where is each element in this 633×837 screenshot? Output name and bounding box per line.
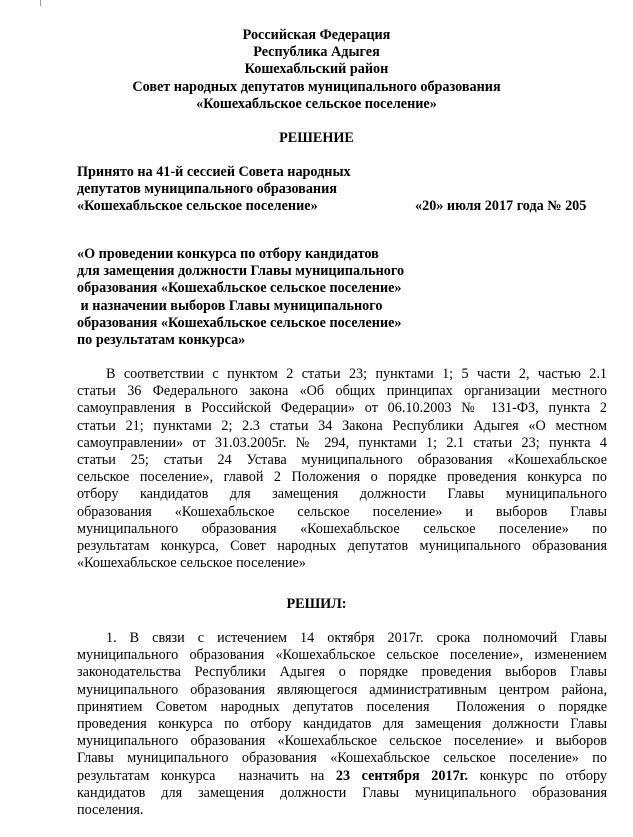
preamble-line: статьи 25; статьи 24 Устава муниципального образования «Кошехабльское (77, 451, 607, 468)
preamble-line: сельское поселение», главой 2 Положения о порядке проведения конкурса по (77, 469, 607, 486)
header-council: Совет народных депутатов муниципального образования (132, 78, 501, 95)
preamble-line: статьи 21; пунктами 2; 2.3 статьи 34 Закона Республики Адыгея «О местном (77, 417, 607, 434)
preamble-line: «Кошехабльское сельское поселение» (77, 555, 306, 572)
subject-line-3: образования «Кошехабльское сельское поселение» (77, 280, 402, 297)
item-line: муниципального образования являющегося административным центром района, (77, 681, 607, 698)
subject-line-2: для замещения должности Главы муниципального (77, 263, 405, 280)
preamble-line: образования «Кошехабльское сельское поселение» и выборов Главы (77, 503, 607, 520)
item-line: муниципального образования «Кошехабльское сельское поселение» и выборов (77, 733, 607, 750)
adoption-line-2: депутатов муниципального образования (77, 181, 337, 198)
header-settlement: «Кошехабльское сельское поселение» (196, 95, 437, 112)
item-line: Главы муниципального образования «Кошехабльское сельское поселение» по (77, 750, 607, 767)
subject-line-5: образования «Кошехабльское сельское поселение» (77, 314, 402, 331)
preamble-line: статьи 36 Федерального закона «Об общих принципах организации местного (77, 383, 607, 400)
item-line-with-date (77, 768, 607, 785)
adoption-block (77, 164, 617, 216)
header-country: Российская Федерация (242, 27, 391, 43)
preamble-line: отбору кандидатов для замещения должности Главы муниципального (77, 486, 607, 503)
subject-line-6: по результатам конкурса» (77, 332, 246, 349)
header-district: Кошехабльский район (244, 61, 389, 78)
item-text: конкурс по отбору (468, 767, 607, 784)
decided-heading: РЕШИЛ: (286, 596, 347, 612)
decision-subject (77, 246, 477, 349)
subject-line-1: «О проведении конкурса по отбору кандидатов (77, 246, 379, 262)
item-line: принятием Советом народных депутатов поселения Положения о порядке (77, 698, 607, 715)
item-line: кандидатов для замещения должности Главы муниципального образования (77, 784, 607, 801)
item-line: поселения. (77, 801, 144, 818)
subject-line-4: и назначении выборов Главы муниципального (77, 297, 383, 314)
preamble-line: результатам конкурса, Совет народных депутатов муниципального образования (77, 537, 607, 554)
item-line: проведения конкурса по отбору кандидатов для замещения должности Главы (77, 715, 607, 732)
header-republic: Республика Адыгея (253, 44, 380, 61)
decision-item-1 (77, 630, 607, 819)
preamble-paragraph (77, 366, 607, 572)
preamble-line: самоуправления в Российской Федерации» от 06.10.2003 № 131-ФЗ, пункта 2 (77, 400, 607, 417)
item-line: 1. В связи с истечением 14 октября 2017г. срока полномочий Главы (106, 630, 607, 646)
adoption-line-1: Принято на 41-й сессией Совета народных (77, 164, 351, 180)
document-header (0, 27, 633, 113)
item-line: законодательства Республики Адыгея о порядке проведения выборов Главы (77, 664, 607, 681)
item-line: муниципального образования «Кошехабльское сельское поселение», изменением (77, 647, 607, 664)
decision-date-number: «20» июля 2017 года № 205 (415, 198, 587, 215)
preamble-line: самоуправлении» от 31.03.2005г. № 294, пунктами 1; 2.1 статьи 23; пункта 4 (77, 434, 607, 451)
item-text: результатам конкурса назначить на (77, 767, 336, 784)
adoption-settlement: «Кошехабльское сельское поселение» (77, 198, 318, 215)
contest-date: 23 сентября 2017г. (335, 767, 469, 784)
preamble-line: В соответствии с пунктом 2 статьи 23; пунктами 1; 5 части 2, частью 2.1 (106, 366, 607, 382)
page-corner-mark (40, 0, 41, 6)
preamble-line: муниципального образования «Кошехабльское сельское поселение» по (77, 520, 607, 537)
adoption-line-3 (77, 198, 617, 215)
document-title: РЕШЕНИЕ (279, 130, 354, 146)
